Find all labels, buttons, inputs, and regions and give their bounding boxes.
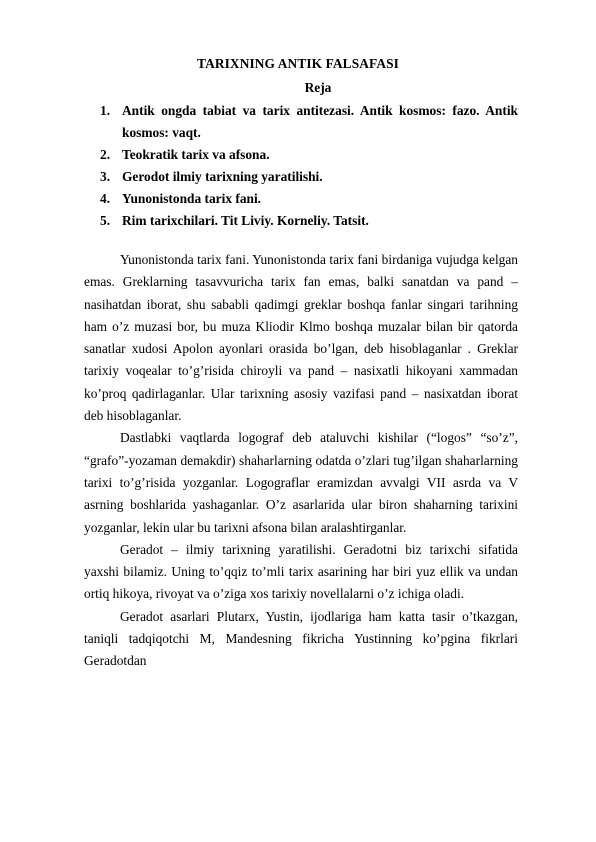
document-body [84, 249, 518, 673]
plan-item [100, 144, 518, 166]
plan-item-text: Antik ongda tabiat va tarix antitezasi. Antik kosmos: fazo. Antik kosmos: vaqt. [122, 103, 518, 140]
plan-item [100, 210, 518, 232]
plan-item-number: 5. [100, 213, 111, 228]
body-paragraph: Yunonistonda tarix fani. Yunonistonda tarix fani birdaniga vujudga kelgan emas. Greklarning tasavvuricha tarix fan emas, balki sanatdan va pand – nasihatdan iborat, shu sababli qadimgi greklar boshqa fanlar singari tarihning ham o’z muzasi bor, bu muza Kliodir Klmo boshqa muzalar bilan bir qatorda sanatlar xudosi Apolon ayonlari orasida bo’lgan, deb hisoblaganlar . Greklar tarixiy voqealar to’g’risida chiroyli va pand – nasixatli hikoyani xammadan ko’proq qadirlaganlar. Ular tarixning asosiy vazifasi pand – nasixatdan iborat deb hisoblaganlar. [84, 252, 518, 424]
plan-item [100, 100, 518, 144]
plan-item [100, 166, 518, 188]
plan-item-number: 3. [100, 169, 111, 184]
plan-list [100, 100, 518, 232]
plan-item-text: Gerodot ilmiy tarixning yaratilishi. [122, 169, 323, 184]
plan-item-text: Teokratik tarix va afsona. [122, 147, 270, 162]
plan-item-text: Yunonistonda tarix fani. [122, 191, 262, 206]
body-paragraph: Dastlabki vaqtlarda logograf deb ataluvchi kishilar (“logos” “so’z”, “grafo”-yozaman demakdir) shaharlarning odatda o’zlari tug’ilgan shaharlarning tarixi to’g’risida yozganlar. Logograflar eramizdan avvalgi VII asrda va V asrning boshlarida yashaganlar. O’z asarlarida ular biron shaharning tarixini yozganlar, lekin ular bu tarixni afsona bilan aralashtirganlar. [84, 430, 518, 535]
body-paragraph: Geradot – ilmiy tarixning yaratilishi. Geradotni biz tarixchi sifatida yaxshi bilamiz. Uning to’qqiz to’mli tarix asarining har biri yuz ellik va undan ortiq hikoya, rivoyat va o’ziga xos tarixiy novellalarni o’z ichiga oladi. [84, 541, 518, 602]
plan-item-number: 4. [100, 191, 111, 206]
plan-item-number: 2. [100, 147, 111, 162]
document-title: TARIXNING ANTIK FALSAFASI [197, 56, 399, 71]
plan-item-number: 1. [100, 103, 111, 118]
plan-heading: Reja [304, 80, 332, 95]
plan-item [100, 188, 518, 210]
plan-item-text: Rim tarixchilari. Tit Liviy. Korneliy. Tatsit. [122, 213, 369, 228]
body-paragraph: Geradot asarlari Plutarx, Yustin, ijodlariga ham katta tasir o’tkazgan, taniqli tadqiqotchi M, Mandesning fikricha Yustinning ko’pgina fikrlari Geradotdan [84, 608, 518, 669]
